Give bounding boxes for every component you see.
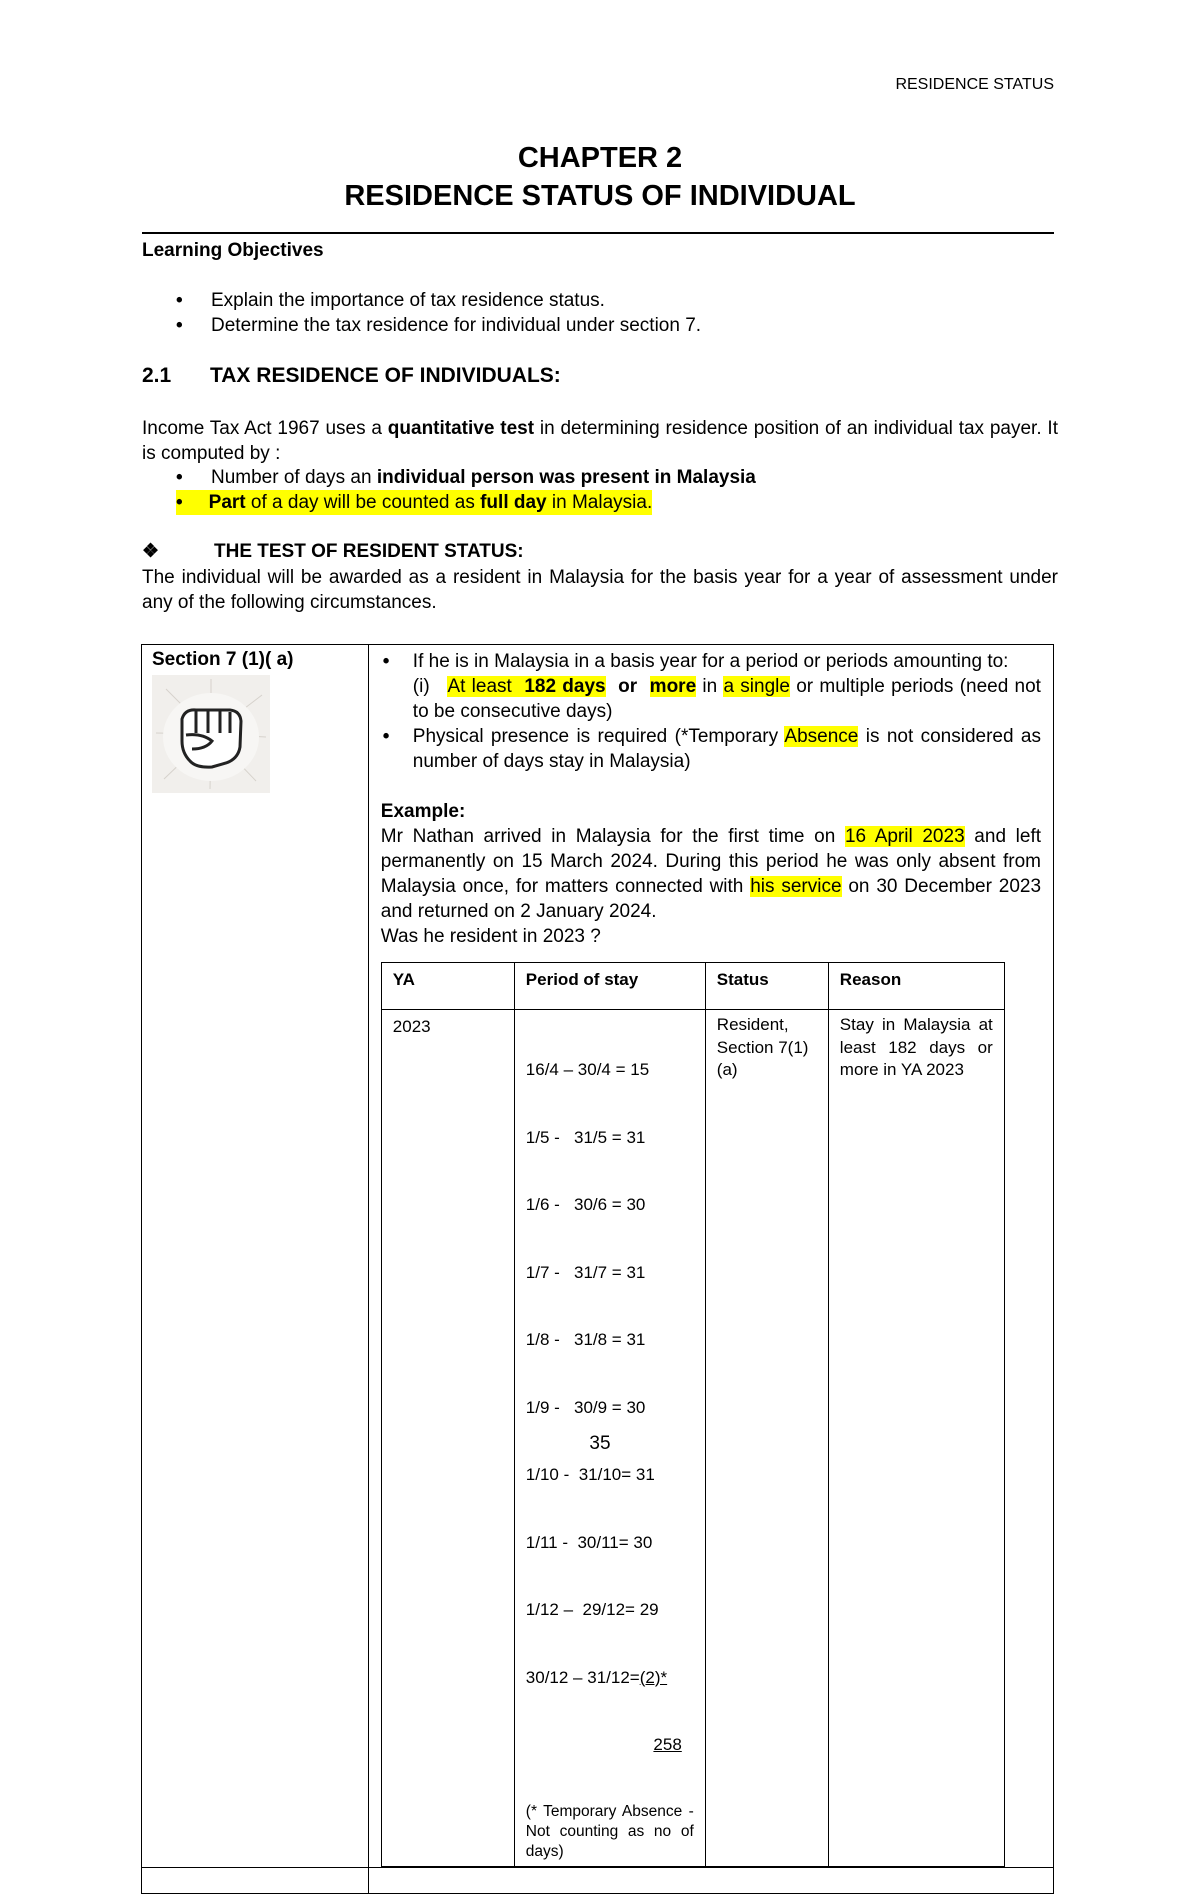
learning-objectives-list bbox=[142, 288, 1058, 338]
header-period: Period of stay bbox=[514, 963, 705, 1010]
empty-cell bbox=[368, 1867, 1053, 1893]
objective-item: • Explain the importance of tax residence status. bbox=[142, 288, 1058, 313]
absence-note: (* Temporary Absence - Not counting as no of days) bbox=[525, 1802, 694, 1860]
empty-cell bbox=[142, 1867, 369, 1893]
chapter-title: RESIDENCE STATUS OF INDIVIDUAL bbox=[344, 180, 856, 212]
computation-item: • Number of days an individual person was present in Malaysia bbox=[142, 465, 1058, 490]
section-7-table bbox=[141, 644, 1054, 1894]
section-label-cell bbox=[142, 645, 369, 1868]
header-ya: YA bbox=[381, 963, 514, 1010]
section-heading bbox=[142, 364, 561, 388]
total-days: 258 bbox=[653, 1735, 682, 1754]
part-day-bullet: • Part of a day will be counted as full day in Malaysia. bbox=[176, 492, 653, 513]
example-block: Example: Mr Nathan arrived in Malaysia for the first time on 16 April 2023 and left permanently on 15 March 2024. During this period he was only absent from Malaysia once, for matters connected with his service on 30 December 2023 and returned on 2 January 2024. Was he resident in 2023 ? bbox=[380, 801, 1042, 947]
section-title: TAX RESIDENCE OF INDIVIDUALS: bbox=[210, 364, 561, 387]
objective-item: • Determine the tax residence for individual under section 7. bbox=[142, 313, 1058, 338]
section-number: 2.1 bbox=[142, 364, 172, 387]
diamond-bullet-icon: ❖ bbox=[142, 541, 160, 562]
header-reason: Reason bbox=[828, 963, 1004, 1010]
cell-period: 16/4 – 30/4 = 15 1/5 - 31/5 = 31 1/6 - 30/6 = 30 1/7 - 31/7 = 31 1/8 - 31/8 = 31 1/9 - 30/9 = 30 1/10 - 31/10= 31 1/11 - 30/11= 30 1/12 – 29/12= 29 30/12 – 31/12=(2)* 258 (* Temporary Absence - Not counting as no of days) bbox=[514, 1010, 705, 1867]
cell-ya: 2023 bbox=[381, 1010, 514, 1867]
section-detail-cell bbox=[368, 645, 1053, 1868]
learning-objectives-heading: Learning Objectives bbox=[142, 240, 324, 261]
page-number: 35 bbox=[589, 1433, 611, 1454]
section-7-label: Section 7 (1)( a) bbox=[152, 649, 294, 670]
title-rule bbox=[142, 232, 1054, 234]
example-question: Was he resident in 2023 ? bbox=[380, 926, 601, 947]
example-heading: Example: bbox=[380, 801, 466, 822]
computation-list bbox=[142, 465, 1058, 490]
chapter-number: CHAPTER 2 bbox=[517, 142, 683, 174]
cell-reason: Stay in Malaysia at least 182 days or more in YA 2023 bbox=[828, 1010, 1004, 1867]
fist-icon bbox=[152, 675, 270, 793]
test-paragraph: The individual will be awarded as a resident in Malaysia for the basis year for a year of assessment under any of the following circumstances. bbox=[142, 567, 1058, 613]
test-heading: ❖ THE TEST OF RESIDENT STATUS: bbox=[142, 541, 524, 562]
presence-bullet: • If he is in Malaysia in a basis year for a period or periods amounting to: (i) At least 182 days or more in a single or multiple periods (need not to be consecutive days) bbox=[381, 649, 1041, 724]
cell-status: Resident, Section 7(1)(a) bbox=[705, 1010, 828, 1867]
physical-presence-bullet: • Physical presence is required (*Temporary Absence is not considered as number of days stay in Malaysia) bbox=[381, 724, 1041, 774]
running-header: RESIDENCE STATUS bbox=[895, 76, 1054, 93]
example-table bbox=[381, 962, 1005, 1867]
header-status: Status bbox=[705, 963, 828, 1010]
intro-paragraph: Income Tax Act 1967 uses a quantitative test in determining residence position of an individual tax payer. It is computed by : bbox=[142, 418, 1058, 464]
